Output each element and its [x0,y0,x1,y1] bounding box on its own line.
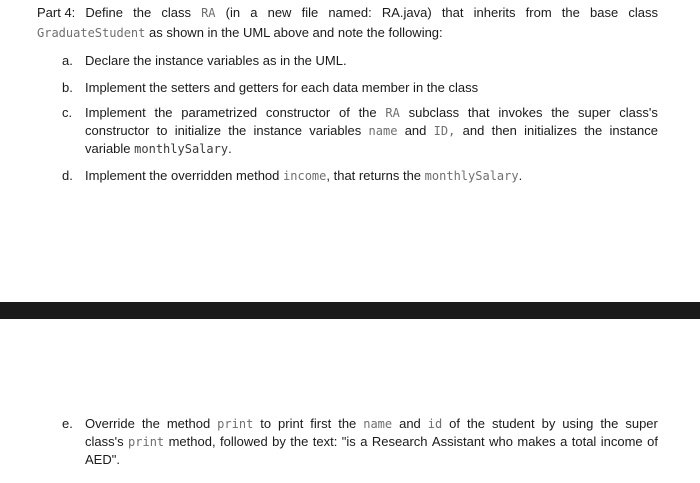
print-code: print [128,435,165,449]
item-e-word: the [290,434,309,449]
item-c-word: that [467,105,490,120]
heading-word: Define [85,5,123,20]
item-e-word: of [449,416,460,431]
item-c-word: parametrized [181,105,258,120]
heading-word: from [525,5,552,20]
item-c-word: and [404,123,427,138]
item-d-text [85,167,522,185]
heading-line-2 [37,24,443,42]
item-c-word: variables [309,123,362,138]
item-c-word: Implement [85,105,146,120]
blank-region [0,319,700,407]
item-c-word: to [156,123,168,138]
item-e-word: method, [168,434,216,449]
heading-word: the [133,5,152,20]
item-c-word: instance [253,123,302,138]
item-e-word: the [600,416,619,431]
item-e-word: the [338,416,357,431]
heading-word: file [301,5,319,20]
item-c-line-1 [85,104,658,122]
heading-word: base [590,5,619,20]
heading-word: that [441,5,464,20]
item-c-line-2 [85,122,658,140]
item-e-word: text: [312,434,338,449]
item-e-word: of [647,434,658,449]
item-c-word: super [578,105,611,120]
file-name: RA.java) [381,5,432,20]
item-c-word: the [584,123,603,138]
heading-line-1 [37,4,658,22]
item-e-word: a [360,434,368,449]
item-e-word: print [278,416,304,431]
item-e-word: to [260,416,272,431]
item-c-word: initializes [524,123,577,138]
heading-line-2-text: as shown in the UML above and note the following: [149,25,443,40]
item-e-word: Override [85,416,135,431]
part-label: Part 4: [37,5,76,20]
item-e-word: income [600,434,643,449]
item-d-text-2: , that returns the [326,168,422,183]
item-a-marker: a. [62,53,73,68]
item-e-marker: e. [62,416,73,431]
item-e-word: first [310,416,332,431]
item-c-word: class's [619,105,658,120]
heading-word: (in [225,5,241,20]
item-c-word: and [462,123,485,138]
heading-word: class [161,5,191,20]
monthly-salary-code: monthlySalary [424,169,519,183]
heading-word: named: [328,5,372,20]
item-c-word: constructor [265,105,331,120]
heading-word: class [628,5,658,20]
item-c-word: initialize [174,123,221,138]
item-e-word: the [141,416,160,431]
item-e-word: super [625,416,658,431]
heading-word: new [267,5,292,20]
item-c-word: the [228,123,247,138]
item-e-word: Research [371,434,428,449]
item-c-word: subclass [408,105,460,120]
item-d-text-1: Implement the overridden method [85,168,280,183]
item-e-word: student [491,416,535,431]
item-c-period: . [228,141,232,156]
item-c-line-3 [85,140,232,158]
item-c-word: then [491,123,517,138]
item-b-text: Implement the setters and getters for each data member in the class [85,80,479,95]
item-d-marker: d. [62,168,73,183]
item-c-word: invokes [498,105,543,120]
item-e-word: followed [219,434,268,449]
name-code: name [368,124,398,138]
heading-word: the [561,5,580,20]
ra-code: RA [385,106,400,120]
item-e-word: the [466,416,486,431]
item-e-line-1 [85,415,658,433]
item-e-line-3: AED". [85,452,120,467]
name-code: name [363,417,393,431]
id-code: ID, [433,124,456,138]
item-e-word: who [489,434,513,449]
item-e-word: makes [517,434,556,449]
item-c-word: the [551,105,570,120]
item-c-word: variable [85,141,131,156]
item-c-word: of [338,105,350,120]
item-e-word: using [562,416,594,431]
item-b-marker: b. [62,80,73,95]
heading-word: a [250,5,258,20]
item-e-word: "is [341,434,356,449]
monthly-salary-code: monthlySalary [134,142,229,156]
item-c-word: constructor [85,123,150,138]
item-c-word: the [358,105,377,120]
item-e-word: and [399,416,421,431]
item-e-word: by [541,416,556,431]
item-e-word: total [571,434,597,449]
item-c-word: instance [609,123,658,138]
item-c-word: the [154,105,173,120]
item-e-line-2 [85,433,658,451]
item-e-word: a [560,434,568,449]
income-code: income [283,169,327,183]
item-e-word: method [166,416,211,431]
item-e-word: Assistant [431,434,485,449]
print-code: print [217,417,254,431]
item-a-text: Declare the instance variables as in the UML. [85,53,347,68]
heading-word: inherits [473,5,516,20]
item-e-word: class's [85,434,124,449]
item-c-marker: c. [62,105,73,120]
base-class-code: GraduateStudent [37,26,146,40]
class-name-code: RA [201,6,216,20]
item-e-word: by [272,434,286,449]
page-separator-bar [0,302,700,319]
item-d-text-3: . [518,168,523,183]
id-code: id [427,417,443,431]
